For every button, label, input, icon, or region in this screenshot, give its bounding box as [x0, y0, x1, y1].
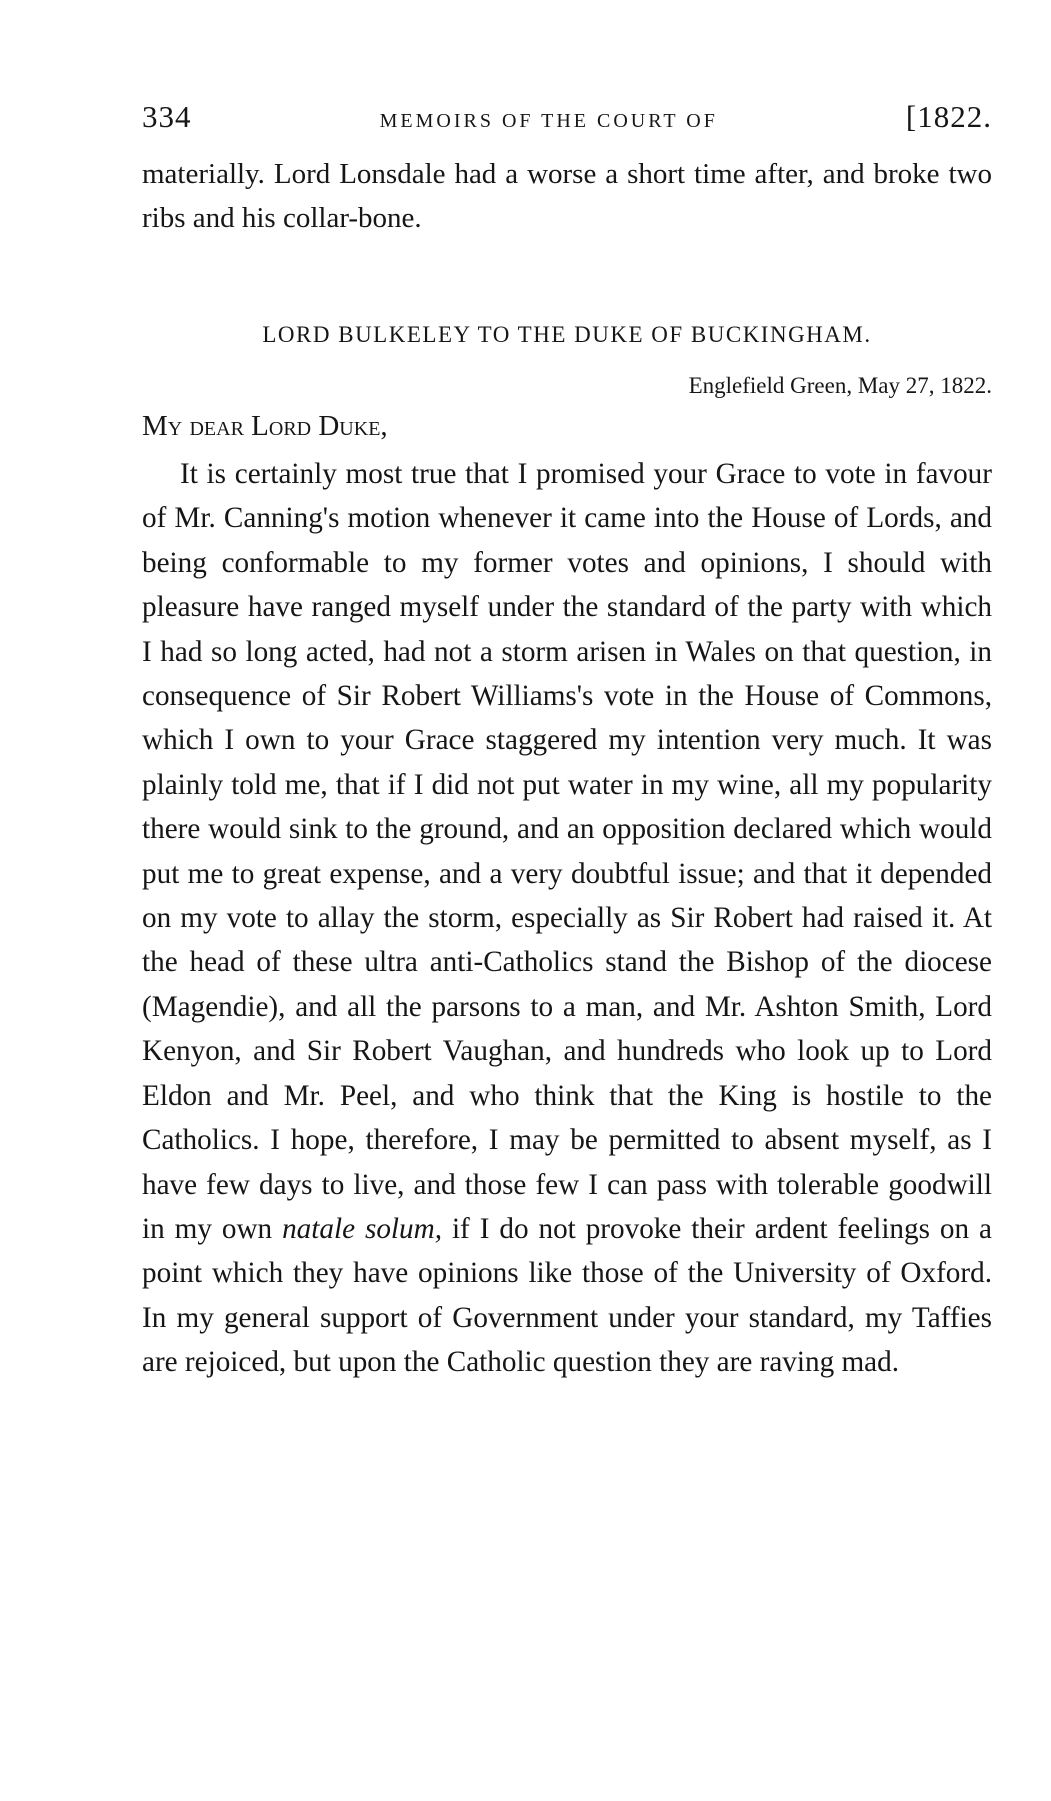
- letter-body: [142, 452, 992, 1385]
- letter-dateline: Englefield Green, May 27, 1822.: [688, 373, 992, 398]
- letter-body-part2: if I do not provoke their ardent feelings on a point which they have opinions like those of the University of Oxford. In my general support of Government under your standard, my Taffies are rejoiced, but upon the Catholic question they are raving mad.: [142, 1212, 992, 1379]
- running-title: MEMOIRS OF THE COURT OF: [379, 110, 718, 132]
- letter-body-part1: It is certainly most true that I promised your Grace to vote in favour of Mr. Canning's motion whenever it came into the House of Lords, and being conformable to my former votes and opinions, I should with pleasure have ranged myself under the standard of the party with which I had so long acted, had not a storm arisen in Wales on that question, in consequence of Sir Robert Williams's vote in the House of Commons, which I own to your Grace staggered my intention very much. It was plainly told me, that if I did not put water in my wine, all my popularity there would sink to the ground, and an opposition declared which would put me to great expense, and a very doubtful issue; and that it depended on my vote to allay the storm, especially as Sir Robert had raised it. At the head of these ultra anti-Catholics stand the Bishop of the diocese (Magendie), and all the parsons to a man, and Mr. Ashton Smith, Lord Kenyon, and Sir Robert Vaughan, and hundreds who look up to Lord Eldon and Mr. Peel, and who think that the King is hostile to the Catholics. I hope, therefore, I may be permitted to absent myself, as I have few days to live, and those few I can pass with tolerable goodwill in my own: [142, 458, 992, 1245]
- book-page: [142, 96, 992, 1385]
- running-header: [142, 96, 992, 142]
- page-number: 334: [142, 99, 192, 134]
- header-year: [1822.: [905, 99, 992, 134]
- letter-body-italic: natale solum,: [282, 1212, 442, 1245]
- letter-heading: LORD BULKELEY TO THE DUKE OF BUCKINGHAM.: [262, 322, 872, 347]
- intro-paragraph: materially. Lord Lonsdale had a worse a short time after, and broke two ribs and his collar-bone.: [142, 158, 992, 234]
- letter-salutation: My dear Lord Duke,: [142, 410, 388, 442]
